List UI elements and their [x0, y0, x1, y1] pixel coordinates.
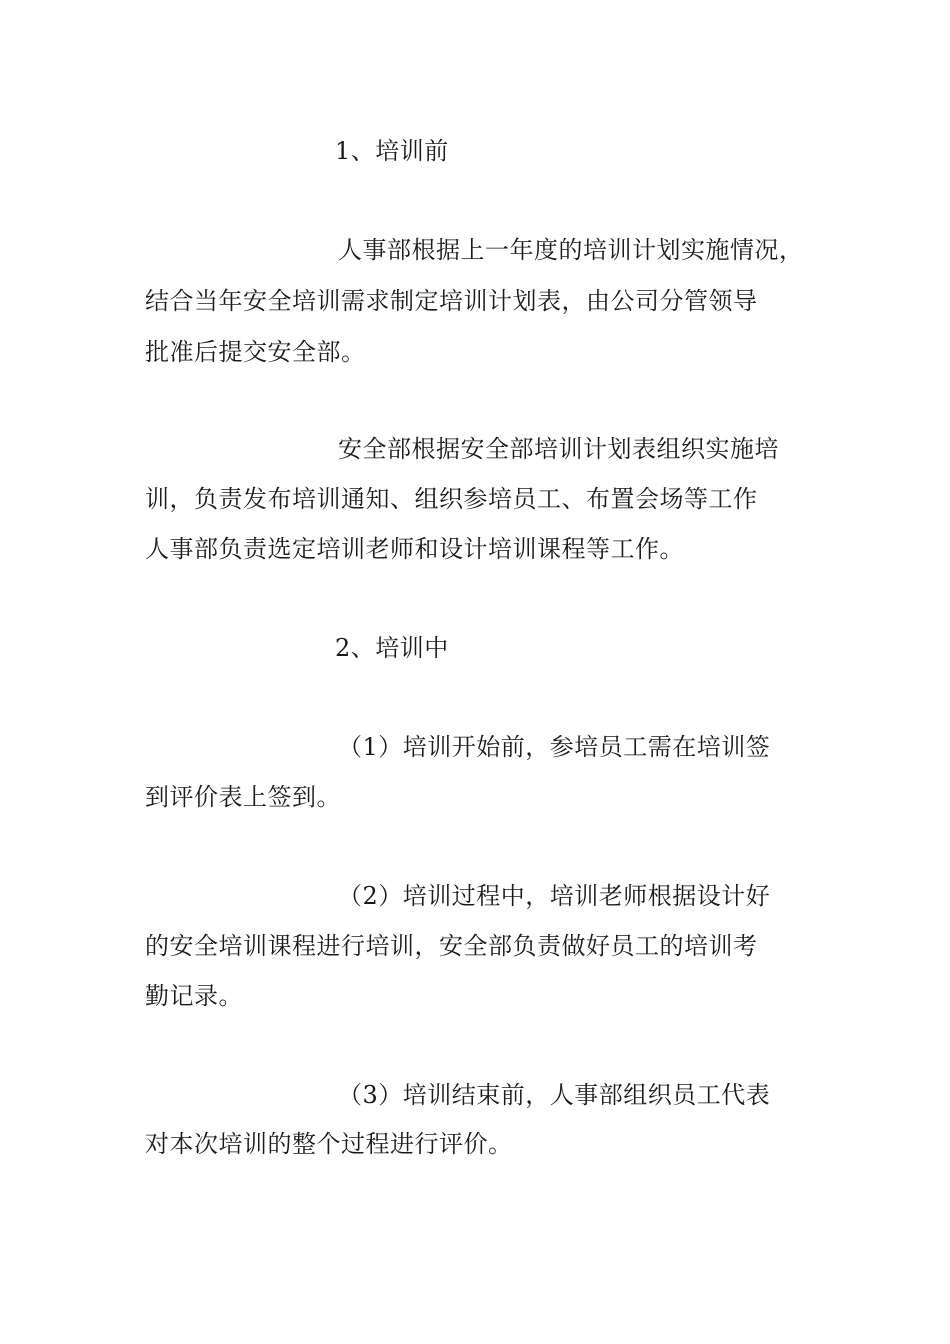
paragraph-1-line-2: 结合当年安全培训需求制定培训计划表，由公司分管领导	[145, 287, 758, 315]
paragraph-1-line-3: 批准后提交安全部。	[145, 338, 366, 366]
paragraph-2-line-3: 人事部负责选定培训老师和设计培训课程等工作。	[145, 535, 684, 563]
item-2-line-3: 勤记录。	[145, 982, 243, 1010]
item-2-line-2: 的安全培训课程进行培训，安全部负责做好员工的培训考	[145, 932, 758, 960]
item-2-line-1: （2）培训过程中，培训老师根据设计好	[338, 882, 771, 910]
item-1-line-1: （1）培训开始前，参培员工需在培训签	[338, 733, 771, 761]
paragraph-2-line-1: 安全部根据安全部培训计划表组织实施培	[338, 435, 779, 463]
section-heading-during-training: 2、培训中	[335, 634, 449, 662]
paragraph-2-line-2: 训，负责发布培训通知、组织参培员工、布置会场等工作	[145, 485, 758, 513]
section-heading-before-training: 1、培训前	[335, 137, 449, 165]
paragraph-1-line-1: 人事部根据上一年度的培训计划实施情况，	[338, 236, 804, 264]
item-3-line-1: （3）培训结束前，人事部组织员工代表	[338, 1081, 771, 1109]
item-3-line-2: 对本次培训的整个过程进行评价。	[145, 1130, 513, 1158]
item-1-line-2: 到评价表上签到。	[145, 783, 341, 811]
